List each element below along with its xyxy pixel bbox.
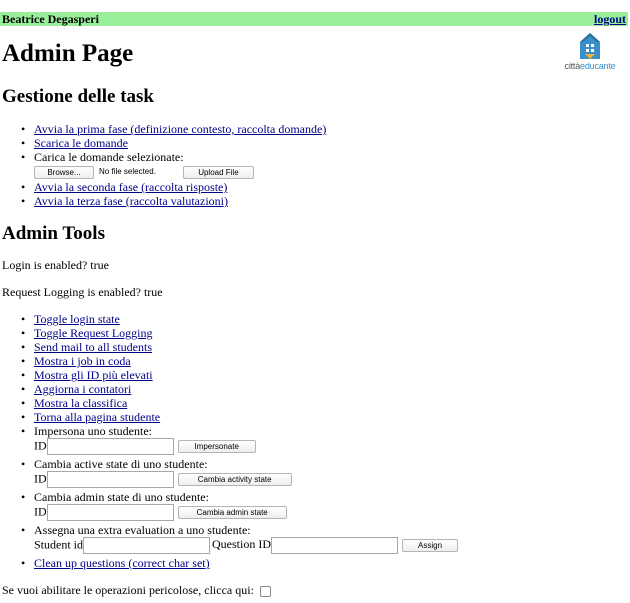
page-title: Admin Page [2, 40, 134, 67]
list-item [0, 354, 520, 368]
extra-evaluation-label: Assegna una extra evaluation a uno studente: [34, 523, 251, 537]
list-item [0, 326, 520, 340]
show-jobs-link[interactable]: Mostra i job in coda [34, 354, 131, 368]
impersonate-label: Impersona uno studente: [34, 424, 152, 438]
logging-status: Request Logging is enabled? true [2, 285, 163, 299]
back-student-link[interactable]: Torna alla pagina studente [34, 410, 161, 424]
user-name: Beatrice Degasperi [2, 12, 99, 26]
admin-tools-list [0, 312, 520, 570]
list-item [0, 396, 520, 410]
logo-text: cittàeducante [564, 61, 616, 71]
show-ranking-link[interactable]: Mostra la classifica [34, 396, 128, 410]
start-phase2-link[interactable]: Avvia la seconda fase (raccolta risposte) [34, 180, 228, 194]
list-item [0, 490, 520, 523]
house-logo-icon [579, 32, 601, 60]
toggle-logging-link[interactable]: Toggle Request Logging [34, 326, 153, 340]
change-admin-button[interactable]: Cambia admin state [178, 506, 287, 519]
upload-label: Carica le domande selezionate: [34, 150, 184, 164]
impersonate-id-input[interactable] [47, 438, 174, 455]
list-item [0, 368, 520, 382]
send-mail-link[interactable]: Send mail to all students [34, 340, 152, 354]
impersonate-button[interactable]: Impersonate [178, 440, 256, 453]
active-id-input[interactable] [47, 471, 174, 488]
danger-row [2, 583, 271, 597]
student-id-label: Student id [34, 537, 84, 552]
admin-id-input[interactable] [47, 504, 174, 521]
no-file-label: No file selected. [99, 167, 156, 177]
danger-checkbox[interactable] [260, 586, 271, 597]
list-item [0, 556, 520, 570]
list-item [0, 312, 520, 326]
start-phase3-link[interactable]: Avvia la terza fase (raccolta valutazioni) [34, 194, 228, 208]
assign-button[interactable]: Assign [402, 539, 458, 552]
active-id-label: ID [34, 471, 47, 486]
list-item [0, 424, 520, 457]
upload-file-button[interactable]: Upload File [183, 166, 254, 179]
logout-link[interactable]: logout [593, 12, 626, 26]
active-state-label: Cambia active state di uno studente: [34, 457, 208, 471]
cleanup-questions-link[interactable]: Clean up questions (correct char set) [34, 556, 210, 570]
list-item [0, 410, 520, 424]
student-id-input[interactable] [83, 537, 210, 554]
list-item [0, 194, 400, 208]
browse-button[interactable]: Browse... [34, 166, 94, 179]
upload-row [34, 164, 400, 180]
list-item [0, 340, 520, 354]
impersonate-row [34, 438, 520, 457]
list-item [0, 150, 400, 180]
admin-state-label: Cambia admin state di uno studente: [34, 490, 209, 504]
admin-id-label: ID [34, 504, 47, 519]
login-status: Login is enabled? true [2, 258, 109, 272]
tasks-heading: Gestione delle task [2, 86, 154, 107]
list-item [0, 180, 400, 194]
list-item [0, 122, 400, 136]
tasks-list [0, 122, 400, 208]
change-activity-button[interactable]: Cambia activity state [178, 473, 292, 486]
active-state-row [34, 471, 520, 490]
question-id-label: Question ID [212, 537, 272, 552]
start-phase1-link[interactable]: Avvia la prima fase (definizione contesto, raccolta domande) [34, 122, 327, 136]
list-item [0, 457, 520, 490]
list-item [0, 136, 400, 150]
show-ids-link[interactable]: Mostra gli ID più elevati [34, 368, 153, 382]
toggle-login-link[interactable]: Toggle login state [34, 312, 120, 326]
danger-label: Se vuoi abilitare le operazioni pericolose, clicca qui: [2, 583, 254, 597]
user-header-bar [0, 12, 628, 26]
update-counters-link[interactable]: Aggiorna i contatori [34, 382, 132, 396]
admin-tools-heading: Admin Tools [2, 223, 105, 244]
download-questions-link[interactable]: Scarica le domande [34, 136, 128, 150]
extra-evaluation-row [34, 537, 520, 556]
question-id-input[interactable] [271, 537, 398, 554]
citta-educante-logo [562, 32, 618, 74]
list-item [0, 523, 520, 556]
admin-state-row [34, 504, 520, 523]
list-item [0, 382, 520, 396]
impersonate-id-label: ID [34, 438, 47, 453]
